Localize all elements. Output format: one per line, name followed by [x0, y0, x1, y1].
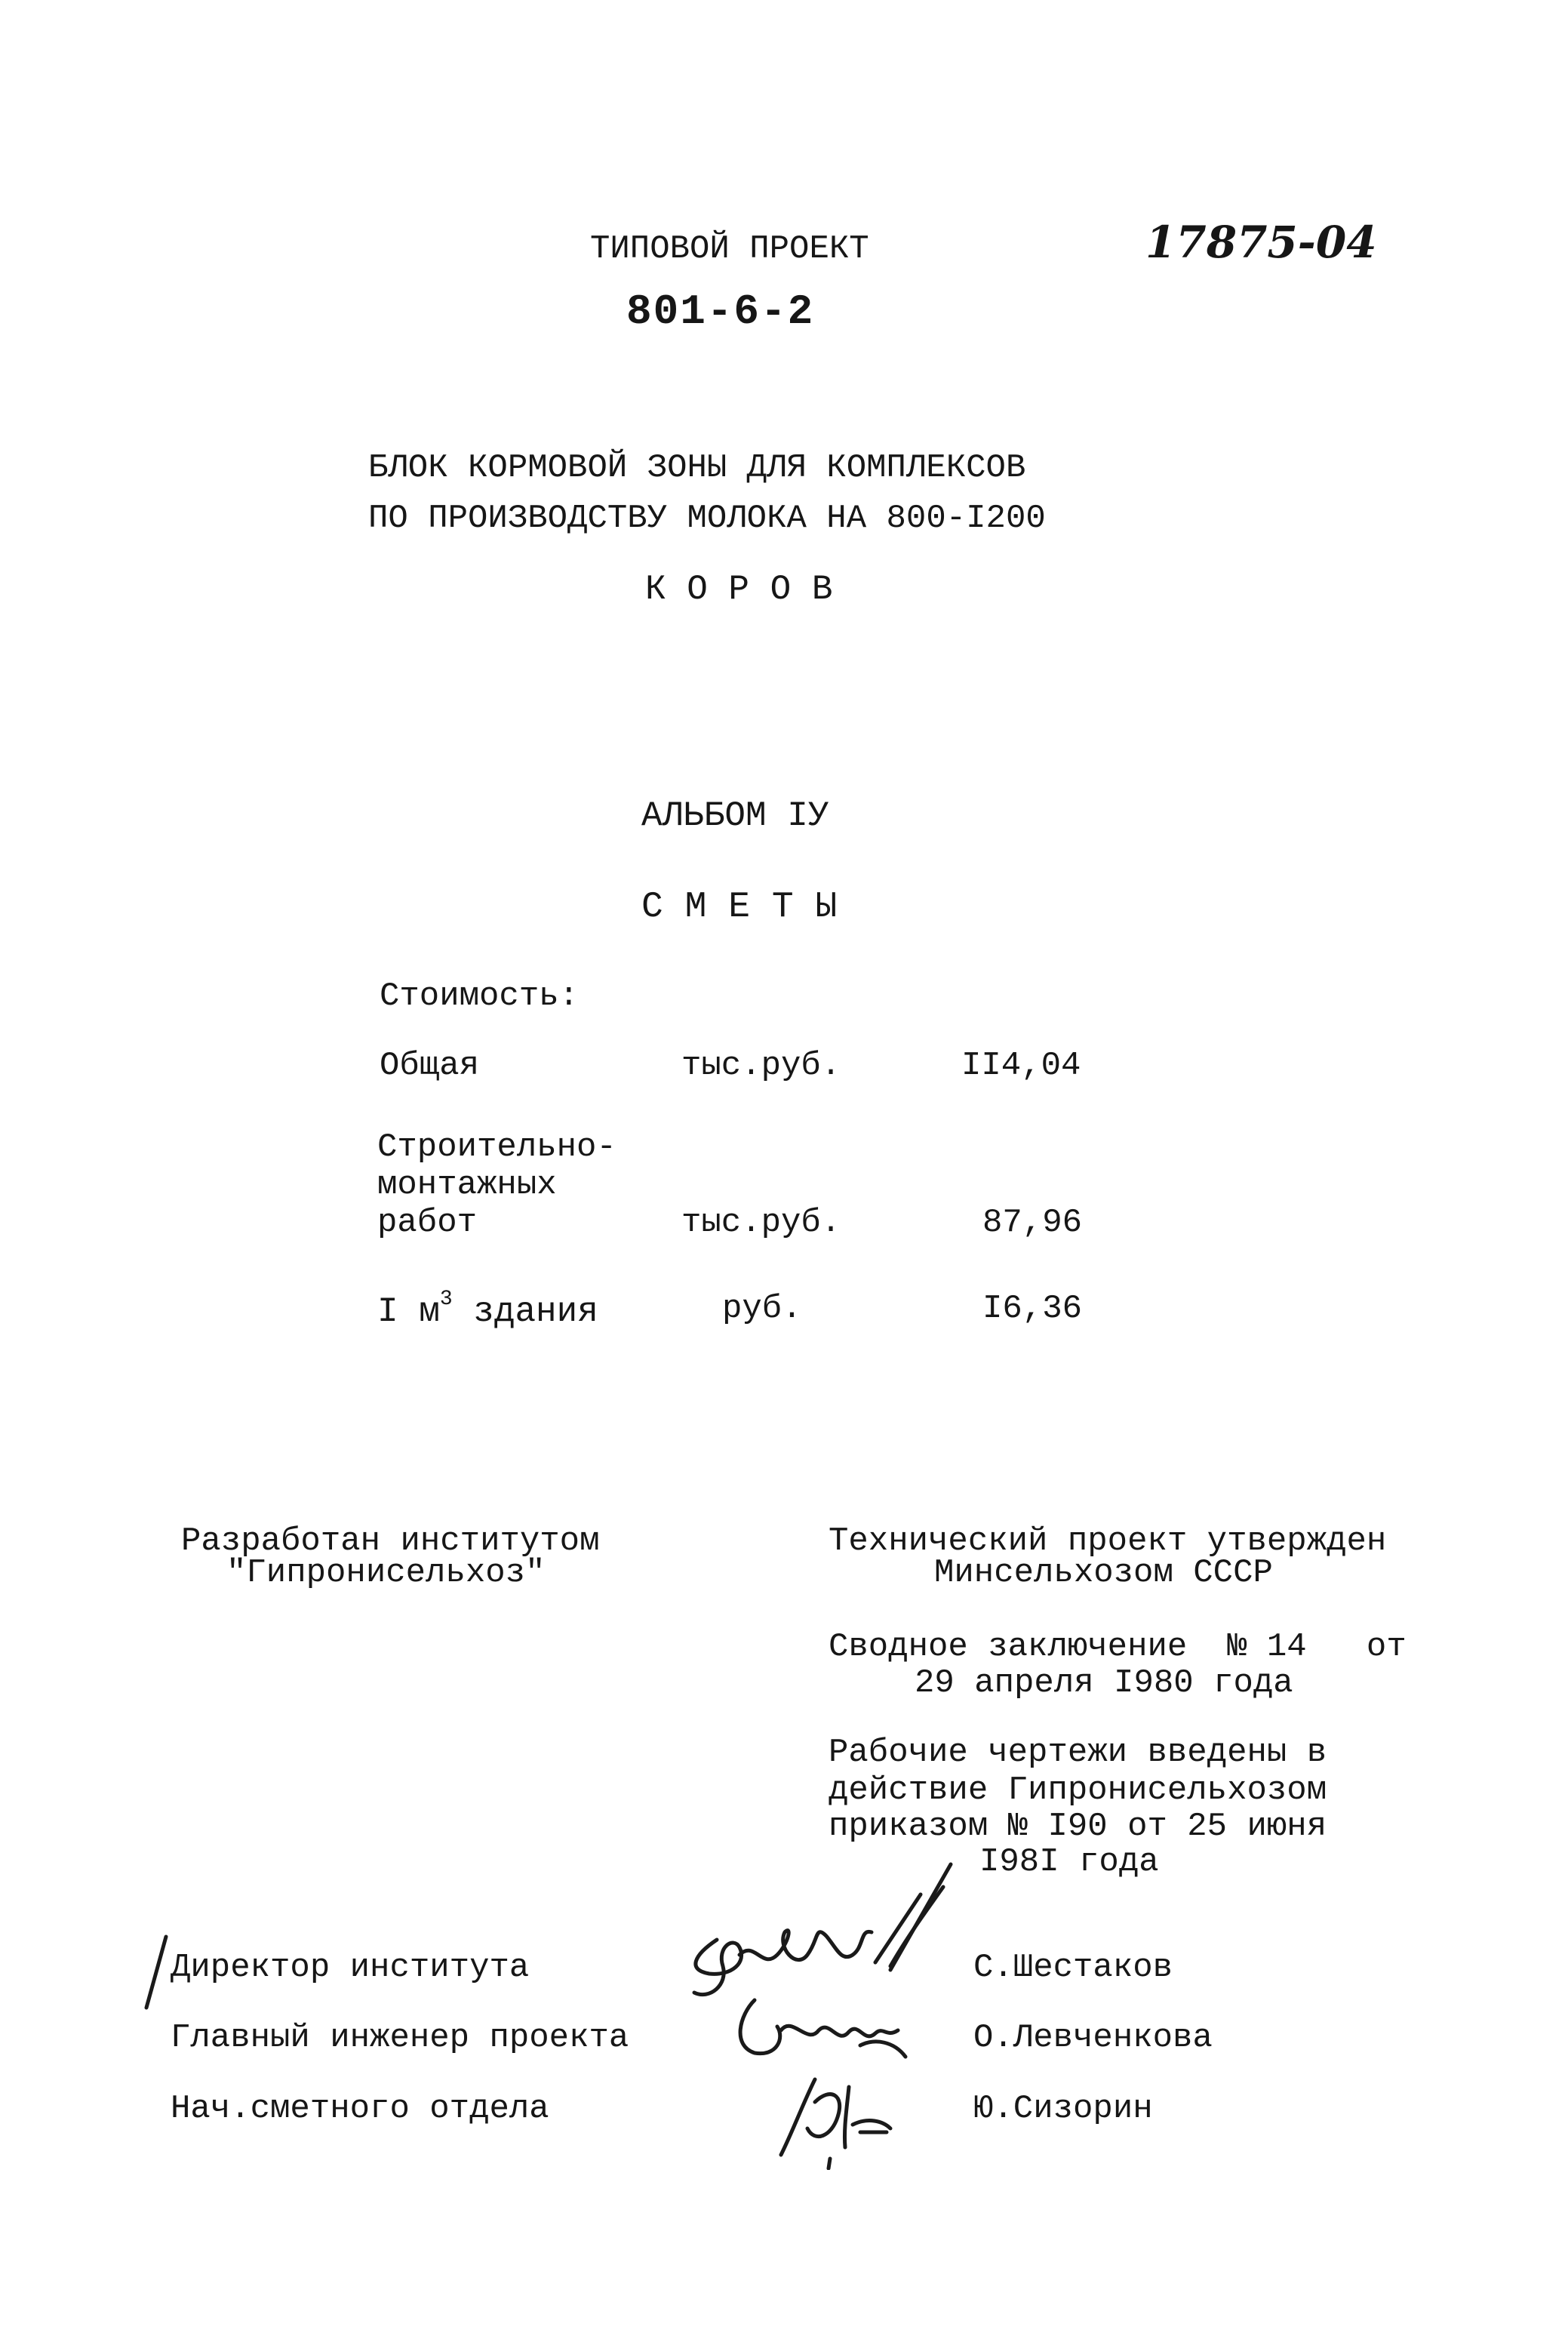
approval-working-line-1: Рабочие чертежи введены в: [829, 1734, 1327, 1771]
project-type-label: ТИПОВОЙ ПРОЕКТ: [590, 230, 869, 268]
approval-working-line-3: приказом № I90 от 25 июня: [829, 1808, 1327, 1845]
approval-working-line-2: действие Гипронисельхозом: [829, 1771, 1327, 1809]
margin-tick-mark: [136, 1932, 181, 2015]
approval-tech-line-1: Технический проект утвержден: [829, 1522, 1387, 1560]
cost-value: I6,36: [982, 1290, 1083, 1328]
inventory-number: 17875-04: [1145, 217, 1377, 268]
cost-heading: Стоимость:: [380, 977, 580, 1015]
cost-value: II4,04: [961, 1047, 1081, 1085]
cost-unit: тыс.руб.: [681, 1047, 841, 1085]
developer-line-1: Разработан институтом: [181, 1522, 600, 1560]
approval-tech-line-2: Минсельхозом СССР: [934, 1554, 1273, 1592]
signature-role: Нач.сметного отдела: [171, 2090, 549, 2128]
album-label: АЛЬБОМ IУ: [641, 796, 829, 836]
signature-role: Директор института: [171, 1949, 530, 1987]
cost-name-line-2: монтажных: [377, 1166, 557, 1204]
album-subject: С М Е Т Ы: [641, 887, 838, 928]
signature-name: Ю.Сизорин: [973, 2090, 1153, 2128]
signature-name: О.Левченкова: [973, 2019, 1213, 2057]
cubic-superscript: 3: [439, 1288, 453, 1311]
signature-name: С.Шестаков: [973, 1949, 1173, 1987]
cost-unit: тыс.руб.: [681, 1204, 841, 1242]
cost-name-line-3: работ: [377, 1204, 478, 1242]
handwritten-signature-director: [664, 1842, 966, 2008]
cost-value: 87,96: [982, 1204, 1083, 1242]
signature-role: Главный инженер проекта: [171, 2019, 629, 2057]
cost-name: I $м^3$ здания: [377, 1288, 598, 1331]
developer-line-2: "Гипронисельхоз": [226, 1554, 546, 1592]
approval-working-line-4: I98I года: [979, 1843, 1159, 1881]
handwritten-signature-estimates-head: [762, 2057, 898, 2170]
cost-unit: руб.: [722, 1290, 802, 1328]
project-number: 801-6-2: [626, 288, 815, 336]
title-line-3: К О Р О В: [645, 570, 833, 609]
cost-name-line-1: Строительно-: [377, 1128, 616, 1166]
approval-summary-line-1: Сводное заключение № 14 от: [829, 1628, 1407, 1666]
approval-summary-line-2: 29 апреля I980 года: [915, 1664, 1293, 1702]
cost-name: Общая: [380, 1047, 480, 1085]
title-line-2: ПО ПРОИЗВОДСТВУ МОЛОКА НА 800-I200: [368, 500, 1046, 537]
title-line-1: БЛОК КОРМОВОЙ ЗОНЫ ДЛЯ КОМПЛЕКСОВ: [368, 449, 1026, 487]
